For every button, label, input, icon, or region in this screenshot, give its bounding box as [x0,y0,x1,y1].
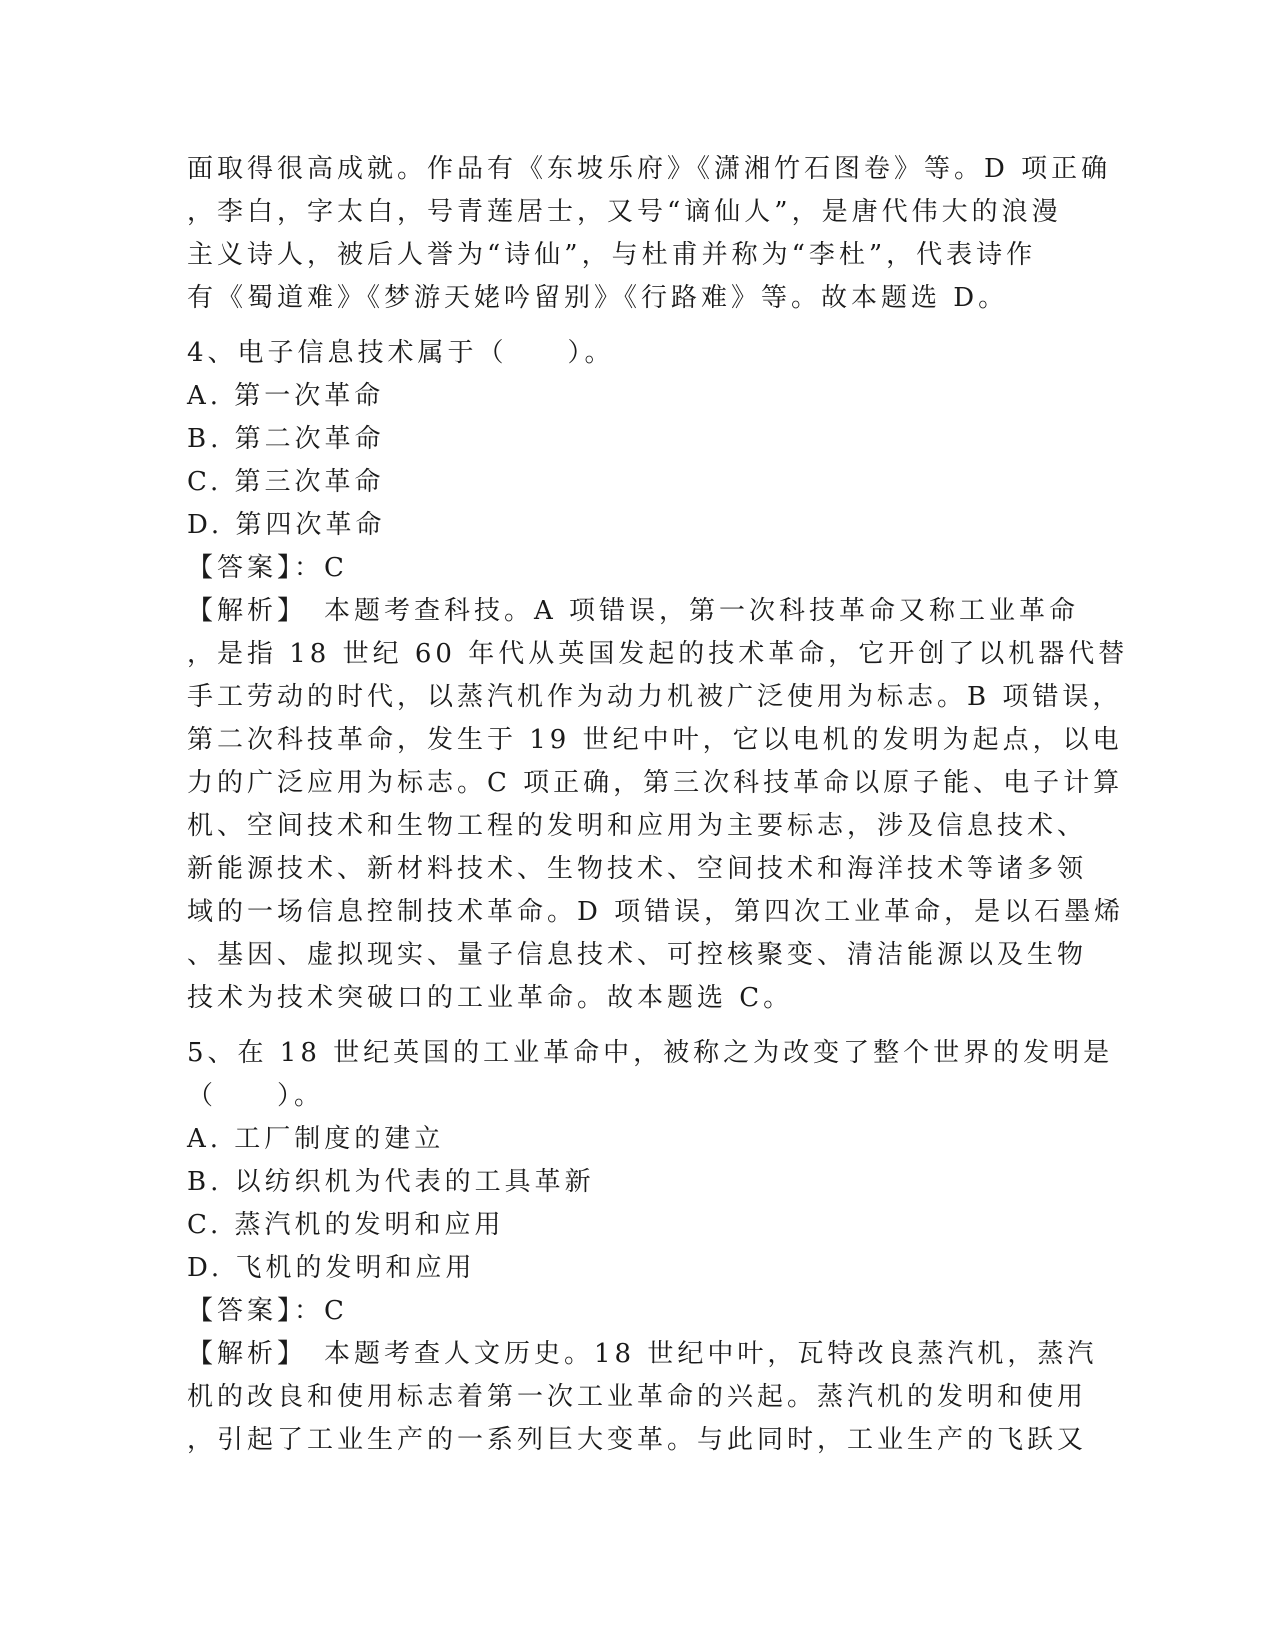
option-b: B. 第二次革命 [187,424,385,454]
answer-line: 【答案】：C [187,553,348,583]
text-line: 面取得很高成就。作品有《东坡乐府》《潇湘竹石图卷》等。D 项正确 [187,154,1112,184]
explanation-line: 手工劳动的时代，以蒸汽机作为动力机被广泛使用为标志。B 项错误， [187,682,1123,712]
spacer [187,320,1087,332]
explanation-line: 机、空间技术和生物工程的发明和应用为主要标志，涉及信息技术、 [187,811,1088,841]
explanation-line: 域的一场信息控制技术革命。D 项错误，第四次工业革命，是以石墨烯 [187,897,1125,927]
explanation-line: 、基因、虚拟现实、量子信息技术、可控核聚变、清洁能源以及生物 [187,940,1088,970]
text-line: 有《蜀道难》《梦游天姥吟留别》《行路难》等。故本题选 D。 [187,283,1009,313]
prev-explanation [187,148,1112,320]
answer-line: 【答案】：C [187,1296,348,1326]
question-text: （ ）。 [187,1081,325,1111]
option-a: A. 第一次革命 [187,381,385,411]
option-d: D. 第四次革命 [187,510,386,540]
explanation-line: 力的广泛应用为标志。C 项正确，第三次科技革命以原子能、电子计算 [187,768,1124,798]
option-c: C. 第三次革命 [187,467,385,497]
explanation-line: 机的改良和使用标志着第一次工业革命的兴起。蒸汽机的发明和使用 [187,1382,1088,1412]
question-text: 5、在 18 世纪英国的工业革命中，被称之为改变了整个世界的发明是 [187,1038,1114,1068]
explanation-line: 【解析】 本题考查人文历史。18 世纪中叶，瓦特改良蒸汽机，蒸汽 [187,1339,1098,1369]
option-b: B. 以纺织机为代表的工具革新 [187,1167,595,1197]
option-c: C. 蒸汽机的发明和应用 [187,1210,505,1240]
option-d: D. 飞机的发明和应用 [187,1253,476,1283]
explanation-line: 技术为技术突破口的工业革命。故本题选 C。 [187,983,794,1013]
question-text: 4、电子信息技术属于（ ）。 [187,338,615,368]
option-a: A. 工厂制度的建立 [187,1124,445,1154]
explanation-line: ，是指 18 世纪 60 年代从英国发起的技术革命，它开创了以机器代替 [187,639,1129,669]
explanation-line: ，引起了工业生产的一系列巨大变革。与此同时，工业生产的飞跃又 [187,1425,1088,1455]
text-line: 主义诗人，被后人誉为“诗仙”，与杜甫并称为“李杜”，代表诗作 [187,240,1037,270]
page-content [187,148,1129,1462]
question-4 [187,332,1129,1020]
explanation-line: 第二次科技革命，发生于 19 世纪中叶，它以电机的发明为起点，以电 [187,725,1123,755]
explanation-line: 新能源技术、新材料技术、生物技术、空间技术和海洋技术等诸多领 [187,854,1088,884]
question-5 [187,1032,1114,1462]
text-line: ，李白，字太白，号青莲居士，又号“谪仙人”，是唐代伟大的浪漫 [187,197,1062,227]
explanation-line: 【解析】 本题考查科技。A 项错误，第一次科技革命又称工业革命 [187,596,1080,626]
spacer [187,1020,1087,1032]
